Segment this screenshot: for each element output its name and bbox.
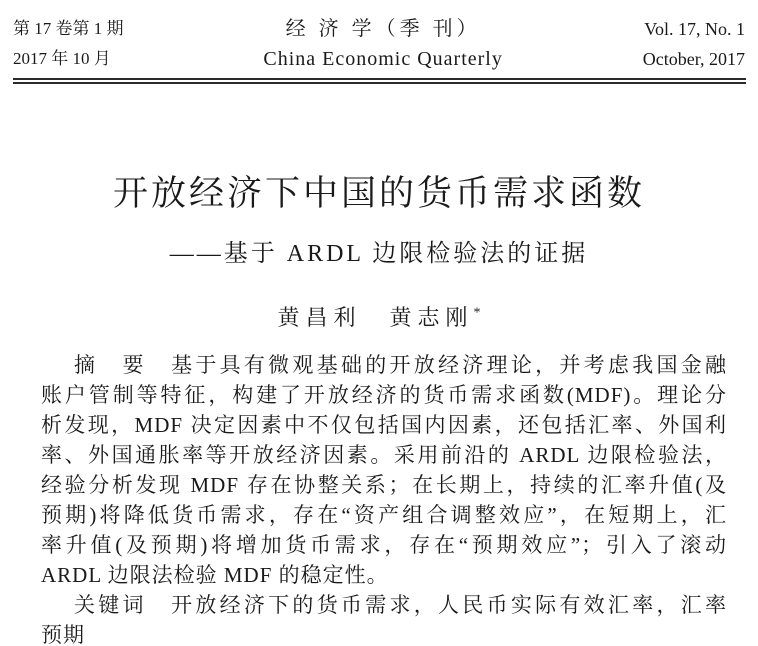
keywords-line: 预期	[41, 623, 85, 646]
article-title: 开放经济下中国的货币需求函数	[112, 174, 645, 213]
journal-name	[263, 14, 503, 74]
issue-date-en: October, 2017	[642, 49, 745, 69]
journal-name-cn: 经 济 学（季 刊）	[285, 18, 481, 40]
abstract-line: 预期)将降低货币需求，存在“资产组合调整效应”，在短期上，汇	[41, 503, 727, 527]
issue-volume-en: Vol. 17, No. 1	[644, 19, 745, 39]
issue-date-cn: 2017 年 10 月	[13, 49, 111, 68]
author-names: 黄昌利 黄志刚	[277, 305, 474, 330]
issue-volume-cn: 第 17 卷第 1 期	[13, 19, 124, 38]
abstract-line: 摘 要 基于具有微观基础的开放经济理论，并考虑我国金融	[74, 353, 727, 377]
keywords-line: 关键词 开放经济下的货币需求，人民币实际有效汇率，汇率	[74, 593, 727, 617]
abstract-line: 析发现，MDF 决定因素中不仅包括国内因素，还包括汇率、外国利	[41, 413, 727, 437]
abstract-line: 率升值(及预期)将增加货币需求，存在“预期效应”；引入了滚动	[41, 533, 727, 557]
journal-running-head	[13, 14, 745, 74]
issue-info-en	[643, 14, 745, 74]
abstract-block	[41, 350, 727, 646]
article-authors	[0, 303, 758, 333]
article-subtitle: ——基于 ARDL 边限检验法的证据	[169, 241, 589, 267]
journal-name-en: China Economic Quarterly	[263, 48, 503, 70]
header-double-rule	[13, 78, 746, 84]
abstract-line: 率、外国通胀率等开放经济因素。采用前沿的 ARDL 边限检验法，	[41, 443, 727, 467]
author-footnote-mark: *	[473, 305, 481, 321]
issue-info-cn	[13, 14, 124, 74]
abstract-line: ARDL 边限法检验 MDF 的稳定性。	[41, 563, 389, 587]
abstract-line: 经验分析发现 MDF 存在协整关系；在长期上，持续的汇率升值(及	[41, 473, 727, 497]
abstract-line: 账户管制等特征，构建了开放经济的货币需求函数(MDF)。理论分	[41, 383, 727, 407]
